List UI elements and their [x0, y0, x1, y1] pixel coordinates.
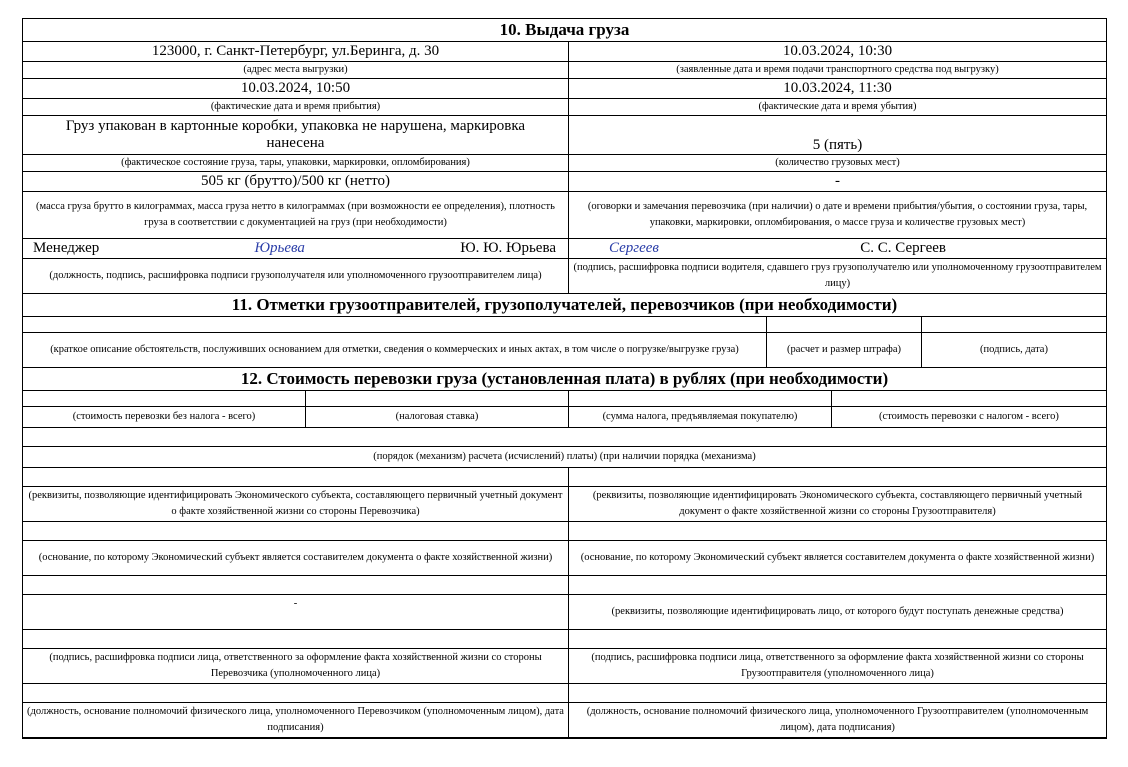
receiver-name: Ю. Ю. Юрьева — [460, 240, 556, 256]
receiver-signature-row — [23, 239, 569, 259]
shipper-position-field — [569, 684, 1107, 703]
cargo-waybill-form — [22, 18, 1107, 739]
driver-caption: (подпись, расшифровка подписи водителя, сдавшего груз грузополучателю или уполномоченному грузоотправителем лицу) — [569, 259, 1107, 294]
payer-requisites-caption: (реквизиты, позволяющие идентифицировать лицо, от которого будут поступать денежные средства) — [569, 595, 1107, 630]
calc-order-caption: (порядок (механизм) расчета (исчислений) платы) (при наличии порядка (механизма) — [23, 447, 1107, 468]
notes-description-field — [23, 317, 767, 333]
cargo-condition-line-2: нанесена — [266, 135, 325, 151]
cost-no-tax-caption: (стоимость перевозки без налога - всего) — [23, 407, 306, 428]
cargo-mass-caption: (масса груза брутто в килограммах, масса груза нетто в килограммах (при возможности ее определения), плотность груза в соответствии с документацией на груз (при необходимости) — [23, 192, 569, 239]
shipper-requisites-field — [569, 468, 1107, 487]
cargo-condition-caption: (фактическое состояние груза, тары, упаковки, маркировки, опломбирования) — [23, 155, 569, 172]
cargo-condition-line-1: Груз упакован в картонные коробки, упаковка не нарушена, маркировка — [65, 118, 526, 134]
cargo-condition — [23, 116, 569, 155]
cost-no-tax-field — [23, 391, 306, 407]
driver-signature: Сергеев — [609, 240, 659, 256]
shipper-requisites-caption: (реквизиты, позволяющие идентифицировать Экономического субъекта, составляющего первичный учетный документ о факте хозяйственной жизни со стороны Грузоотправителя) — [569, 487, 1107, 522]
arrival-datetime-caption: (фактические дата и время прибытия) — [23, 99, 569, 116]
fine-caption: (расчет и размер штрафа) — [767, 333, 922, 368]
cost-with-tax-field — [832, 391, 1107, 407]
carrier-position-caption: (должность, основание полномочий физического лица, уполномоченного Перевозчиком (уполномоченным лицом), дата подписания) — [23, 703, 569, 739]
shipper-basis-caption: (основание, по которому Экономический субъект является составителем документа о факте хозяйственной жизни) — [569, 541, 1107, 576]
driver-name: С. С. Сергеев — [860, 240, 946, 256]
carrier-responsible-sign-caption: (подпись, расшифровка подписи лица, ответственного за оформление факта хозяйственной жизни со стороны Перевозчика (уполномоченного лица) — [23, 649, 569, 684]
tax-rate-caption: (налоговая ставка) — [306, 407, 569, 428]
carrier-basis-caption: (основание, по которому Экономический субъект является составителем документа о факте хозяйственной жизни) — [23, 541, 569, 576]
shipper-responsible-sign-field — [569, 630, 1107, 649]
section-12-title: 12. Стоимость перевозки груза (установленная плата) в рублях (при необходимости) — [23, 368, 1107, 391]
section-10-title: 10. Выдача груза — [23, 19, 1107, 42]
unloading-address: 123000, г. Санкт-Петербург, ул.Беринга, д. 30 — [23, 42, 569, 62]
driver-signature-row — [569, 239, 1107, 259]
shipper-position-caption: (должность, основание полномочий физического лица, уполномоченного Грузоотправителем (уполномоченным лицом), дата подписания) — [569, 703, 1107, 739]
unloading-address-caption: (адрес места выгрузки) — [23, 62, 569, 79]
cost-with-tax-caption: (стоимость перевозки с налогом - всего) — [832, 407, 1107, 428]
carrier-position-field — [23, 684, 569, 703]
arrival-datetime: 10.03.2024, 10:50 — [23, 79, 569, 99]
notes-description-caption: (краткое описание обстоятельств, послуживших основанием для отметки, сведения о коммерческих и иных актах, в том числе о погрузке/выгрузке груза) — [23, 333, 767, 368]
carrier-remarks-caption: (оговорки и замечания перевозчика (при наличии) о дате и времени прибытия/убытия, о состоянии груза, тары, упаковки, маркировки, опломбирования, о массе груза и количестве грузовых мест) — [569, 192, 1107, 239]
fine-field — [767, 317, 922, 333]
calc-order-field — [23, 428, 1107, 447]
shipper-basis-field — [569, 522, 1107, 541]
blank-field-left — [23, 576, 569, 595]
departure-datetime-caption: (фактические дата и время убытия) — [569, 99, 1107, 116]
cargo-mass: 505 кг (брутто)/500 кг (нетто) — [23, 172, 569, 192]
cargo-places: 5 (пять) — [569, 116, 1107, 155]
blank-dash: - — [23, 595, 569, 630]
tax-rate-field — [306, 391, 569, 407]
notes-sign-caption: (подпись, дата) — [922, 333, 1107, 368]
carrier-responsible-sign-field — [23, 630, 569, 649]
declared-datetime-caption: (заявленные дата и время подачи транспортного средства под выгрузку) — [569, 62, 1107, 79]
shipper-responsible-sign-caption: (подпись, расшифровка подписи лица, ответственного за оформление факта хозяйственной жизни со стороны Грузоотправителя (уполномоченного лица) — [569, 649, 1107, 684]
carrier-remarks: - — [569, 172, 1107, 192]
declared-datetime: 10.03.2024, 10:30 — [569, 42, 1107, 62]
payer-requisites-field — [569, 576, 1107, 595]
departure-datetime: 10.03.2024, 11:30 — [569, 79, 1107, 99]
tax-sum-caption: (сумма налога, предъявляемая покупателю) — [569, 407, 832, 428]
receiver-position: Менеджер — [33, 240, 100, 256]
carrier-requisites-field — [23, 468, 569, 487]
carrier-requisites-caption: (реквизиты, позволяющие идентифицировать Экономического субъекта, составляющего первичный учетный документ о факте хозяйственной жизни со стороны Перевозчика) — [23, 487, 569, 522]
notes-sign-field — [922, 317, 1107, 333]
carrier-basis-field — [23, 522, 569, 541]
cargo-places-caption: (количество грузовых мест) — [569, 155, 1107, 172]
receiver-caption: (должность, подпись, расшифровка подписи грузополучателя или уполномоченного грузоотправителем лица) — [23, 259, 569, 294]
tax-sum-field — [569, 391, 832, 407]
receiver-signature: Юрьева — [254, 240, 305, 256]
section-11-title: 11. Отметки грузоотправителей, грузополучателей, перевозчиков (при необходимости) — [23, 294, 1107, 317]
